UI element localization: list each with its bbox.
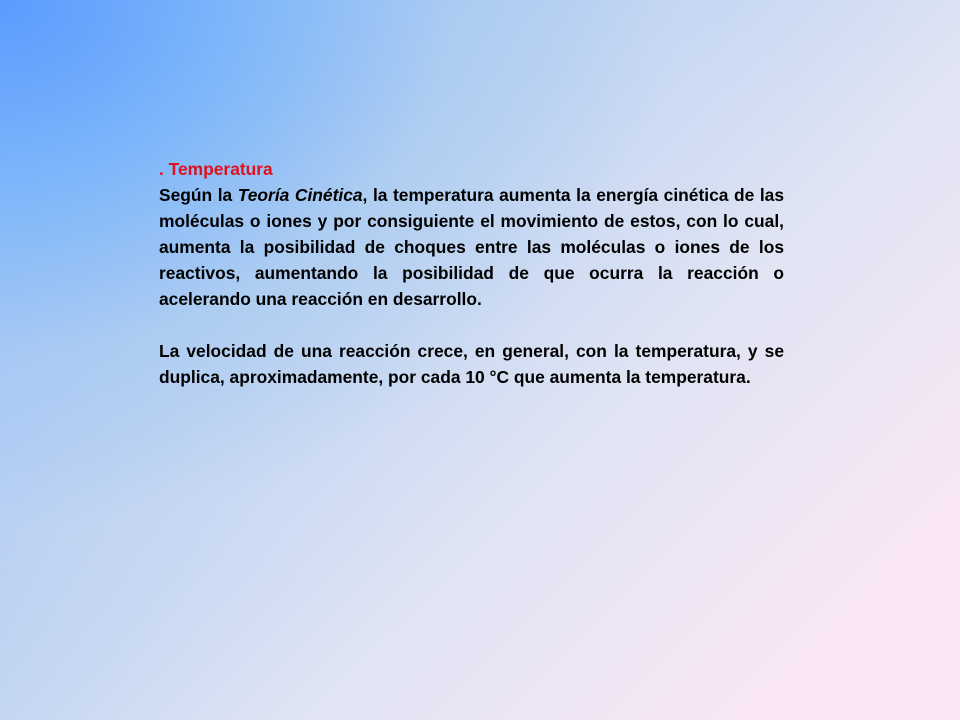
paragraph-1-rest: , la temperatura aumenta la energía cinética de las moléculas o iones y por consiguiente el movimiento de estos, con lo cual, aumenta la posibilidad de choques entre las moléculas o iones de los reactivos, aumentando la posibilidad de que ocurra la reacción o acelerando una reacción en desarrollo. <box>159 185 785 309</box>
paragraph-reaction-rate: La velocidad de una reacción crece, en general, con la temperatura, y se duplica, aproximadamente, por cada 10 °C que aumenta la temperatura. <box>159 341 784 387</box>
paragraph-kinetic-theory <box>159 182 784 312</box>
slide-body <box>159 156 784 390</box>
paragraph-1-start: Según la <box>159 185 238 205</box>
paragraph-1-italic-term: Teoría Cinética <box>237 185 363 205</box>
slide-heading: . Temperatura <box>159 159 273 179</box>
